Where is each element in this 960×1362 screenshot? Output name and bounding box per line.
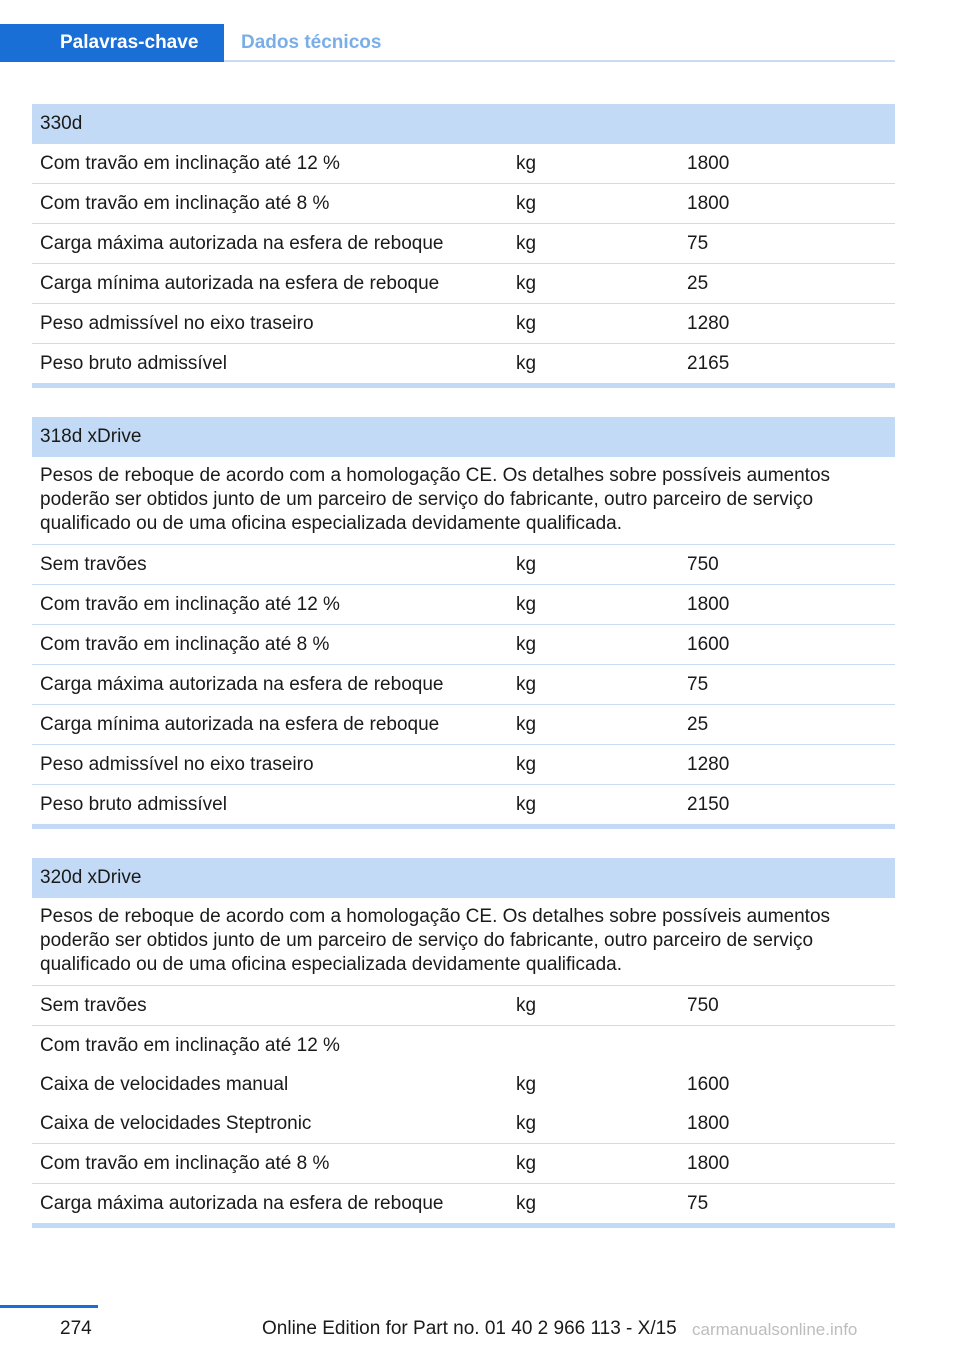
- footer-accent-line: [0, 1305, 98, 1308]
- row-value: [679, 1026, 895, 1065]
- row-label: Sem travões: [40, 554, 147, 575]
- row-label: Com travão em inclinação até 12 %: [40, 594, 340, 615]
- table-title: 320d xDrive: [32, 858, 895, 898]
- row-value: 2165: [687, 353, 730, 374]
- row-label: Com travão em inclinação até 8 %: [40, 193, 330, 214]
- table-end-bar: [32, 1223, 895, 1228]
- tab-dados-tecnicos[interactable]: Dados técnicos: [241, 32, 382, 53]
- table-row: [32, 1065, 895, 1104]
- row-label: Carga máxima autorizada na esfera de reboque: [40, 233, 444, 254]
- row-label: Sem travões: [40, 995, 147, 1016]
- row-unit: kg: [516, 273, 537, 294]
- row-unit: kg: [516, 554, 537, 575]
- table-note: Pesos de reboque de acordo com a homologação CE. Os detalhes sobre possíveis aumentos poderão ser obtidos junto de um parceiro de serviço do fabricante, outro parceiro de serviço qualificado ou de uma oficina especializada devidamente qualificada.: [32, 457, 895, 545]
- table-row: [32, 1184, 895, 1223]
- row-value: 1600: [687, 1074, 730, 1095]
- row-unit: kg: [516, 1113, 537, 1134]
- row-label: Com travão em inclinação até 12 %: [40, 1035, 340, 1056]
- row-value: 750: [687, 995, 719, 1016]
- table-row: [32, 545, 895, 585]
- row-unit: kg: [516, 313, 537, 334]
- row-label: Carga mínima autorizada na esfera de reboque: [40, 714, 440, 735]
- row-value: 25: [687, 714, 709, 735]
- row-unit: kg: [516, 594, 537, 615]
- row-label: Peso bruto admissível: [40, 794, 227, 815]
- row-unit: kg: [516, 1193, 537, 1214]
- watermark: carmanualsonline.info: [692, 1320, 858, 1339]
- table-row: [32, 1144, 895, 1184]
- row-value: 1800: [687, 193, 730, 214]
- row-label: Peso bruto admissível: [40, 353, 227, 374]
- table-row: [32, 745, 895, 785]
- row-unit: kg: [516, 153, 537, 174]
- table-row: [32, 344, 895, 383]
- row-value: 75: [687, 233, 709, 254]
- row-label: Com travão em inclinação até 12 %: [40, 153, 340, 174]
- row-label: Peso admissível no eixo traseiro: [40, 313, 314, 334]
- table-end-bar: [32, 383, 895, 388]
- row-label: Peso admissível no eixo traseiro: [40, 754, 314, 775]
- row-value: 1800: [687, 1113, 730, 1134]
- table-title: 330d: [32, 104, 895, 144]
- table-330d: [32, 104, 895, 388]
- row-value: 75: [687, 674, 709, 695]
- table-row: [32, 625, 895, 665]
- table-row: [32, 1104, 895, 1144]
- tab-palavras-chave[interactable]: Palavras-chave: [0, 24, 224, 62]
- table-row: [32, 184, 895, 224]
- page-header: [0, 24, 895, 62]
- table-note: Pesos de reboque de acordo com a homologação CE. Os detalhes sobre possíveis aumentos poderão ser obtidos junto de um parceiro de serviço do fabricante, outro parceiro de serviço qualificado ou de uma oficina especializada devidamente qualificada.: [32, 898, 895, 986]
- page-number: 274: [60, 1318, 92, 1339]
- row-unit: kg: [516, 1074, 537, 1095]
- row-unit: [507, 1026, 679, 1065]
- table-row: [32, 144, 895, 184]
- row-value: 75: [687, 1193, 709, 1214]
- table-title: 318d xDrive: [32, 417, 895, 457]
- row-unit: kg: [516, 754, 537, 775]
- row-value: 1280: [687, 313, 730, 334]
- table-320d-xdrive: [32, 858, 895, 1228]
- row-unit: kg: [516, 794, 537, 815]
- table-row: [32, 785, 895, 824]
- table-row: [32, 1026, 895, 1065]
- row-value: 2150: [687, 794, 730, 815]
- table-row: [32, 264, 895, 304]
- row-value: 1800: [687, 594, 730, 615]
- row-unit: kg: [516, 995, 537, 1016]
- row-unit: kg: [516, 233, 537, 254]
- table-end-bar: [32, 824, 895, 829]
- row-unit: kg: [516, 193, 537, 214]
- row-unit: kg: [516, 634, 537, 655]
- row-value: 1280: [687, 754, 730, 775]
- table-row: [32, 665, 895, 705]
- edition-text: Online Edition for Part no. 01 40 2 966 113 - X/15: [262, 1318, 677, 1339]
- row-unit: kg: [516, 1153, 537, 1174]
- row-label: Caixa de velocidades manual: [40, 1074, 289, 1095]
- row-value: 750: [687, 554, 719, 575]
- table-row: [32, 224, 895, 264]
- table-row: [32, 585, 895, 625]
- table-row: [32, 986, 895, 1026]
- table-row: [32, 705, 895, 745]
- row-value: 25: [687, 273, 709, 294]
- row-unit: kg: [516, 353, 537, 374]
- row-label: Carga máxima autorizada na esfera de reboque: [40, 1193, 444, 1214]
- table-row: [32, 304, 895, 344]
- row-value: 1600: [687, 634, 730, 655]
- row-value: 1800: [687, 153, 730, 174]
- row-unit: kg: [516, 674, 537, 695]
- table-318d-xdrive: [32, 417, 895, 829]
- row-label: Com travão em inclinação até 8 %: [40, 634, 330, 655]
- row-label: Com travão em inclinação até 8 %: [40, 1153, 330, 1174]
- row-label: Caixa de velocidades Steptronic: [40, 1113, 312, 1134]
- row-label: Carga mínima autorizada na esfera de reboque: [40, 273, 440, 294]
- row-value: 1800: [687, 1153, 730, 1174]
- row-unit: kg: [516, 714, 537, 735]
- content: [32, 104, 895, 1228]
- row-label: Carga máxima autorizada na esfera de reboque: [40, 674, 444, 695]
